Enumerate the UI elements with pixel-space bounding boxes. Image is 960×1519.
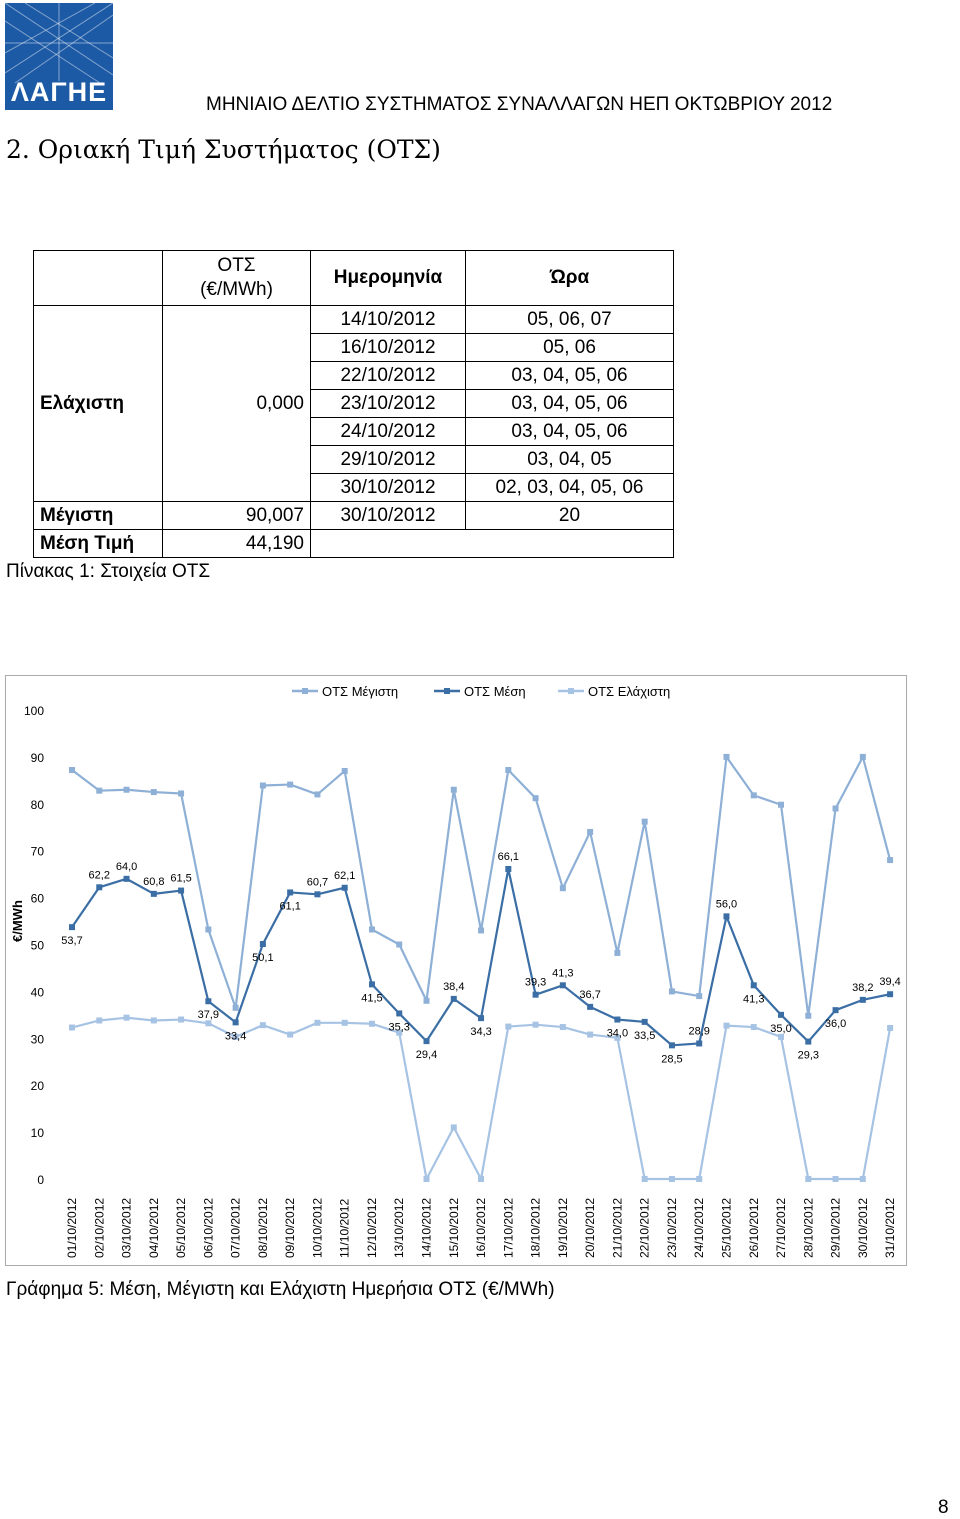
data-point — [833, 1007, 839, 1013]
table-caption: Πίνακας 1: Στοιχεία ΟΤΣ — [6, 561, 211, 582]
data-label: 34,0 — [606, 1027, 629, 1040]
data-label: 50,1 — [252, 952, 274, 965]
data-label: 61,5 — [170, 872, 192, 885]
data-point — [723, 913, 729, 919]
x-tick-label: 17/10/2012 — [501, 1197, 516, 1258]
table-row — [34, 502, 674, 530]
x-tick-label: 12/10/2012 — [364, 1197, 379, 1258]
data-point — [369, 926, 375, 932]
y-tick-label: 30 — [30, 1032, 44, 1047]
data-point — [287, 889, 293, 895]
min-date: 14/10/2012 — [311, 306, 466, 334]
data-point — [751, 792, 757, 798]
y-tick-label: 60 — [30, 891, 44, 906]
x-tick-label: 24/10/2012 — [692, 1197, 707, 1258]
table-row — [34, 306, 674, 334]
x-tick-label: 09/10/2012 — [283, 1197, 298, 1258]
x-tick-label: 28/10/2012 — [801, 1197, 816, 1258]
y-tick-label: 70 — [30, 844, 44, 859]
data-point — [478, 1015, 484, 1021]
data-point — [342, 768, 348, 774]
data-point — [751, 982, 757, 988]
table-header-row — [34, 251, 674, 306]
y-tick-label: 20 — [30, 1079, 44, 1094]
x-tick-label: 27/10/2012 — [774, 1197, 789, 1258]
legend-marker — [568, 688, 574, 694]
series-line — [72, 757, 890, 1016]
data-point — [560, 885, 566, 891]
data-label: 56,0 — [715, 898, 738, 911]
x-tick-label: 18/10/2012 — [528, 1197, 543, 1258]
data-point — [642, 1019, 648, 1025]
data-point — [205, 998, 211, 1004]
x-tick-label: 14/10/2012 — [419, 1197, 434, 1258]
laghe-logo — [5, 3, 113, 110]
min-date: 24/10/2012 — [311, 418, 466, 446]
y-tick-label: 10 — [30, 1126, 44, 1141]
series-line — [72, 1018, 890, 1179]
data-point — [723, 1023, 729, 1029]
data-point — [669, 1042, 675, 1048]
data-point — [178, 888, 184, 894]
data-point — [124, 787, 130, 793]
data-point — [69, 924, 75, 930]
y-tick-label: 50 — [30, 938, 44, 953]
data-label: 64,0 — [115, 860, 138, 873]
data-label: 37,9 — [197, 1009, 220, 1022]
data-point — [287, 1032, 293, 1038]
data-label: 60,8 — [143, 875, 165, 888]
data-point — [260, 941, 266, 947]
data-point — [69, 1025, 75, 1031]
x-tick-label: 04/10/2012 — [146, 1197, 161, 1258]
max-value: 90,007 — [163, 502, 311, 530]
data-point — [860, 754, 866, 760]
min-hours: 03, 04, 05 — [466, 446, 674, 474]
data-point — [887, 857, 893, 863]
x-tick-label: 08/10/2012 — [255, 1197, 270, 1258]
x-tick-label: 23/10/2012 — [664, 1197, 679, 1258]
data-label: 29,4 — [415, 1049, 438, 1062]
min-hours: 05, 06 — [466, 334, 674, 362]
x-tick-label: 26/10/2012 — [746, 1197, 761, 1258]
y-axis-label: €/MWh — [10, 900, 25, 942]
max-date: 30/10/2012 — [311, 502, 466, 530]
data-point — [860, 1176, 866, 1182]
data-point — [69, 767, 75, 773]
x-tick-label: 22/10/2012 — [637, 1197, 652, 1258]
data-label: 41,3 — [552, 967, 574, 980]
x-tick-label: 19/10/2012 — [555, 1197, 570, 1258]
x-tick-label: 20/10/2012 — [583, 1197, 598, 1258]
data-point — [424, 1038, 430, 1044]
avg-empty — [311, 530, 674, 558]
x-tick-label: 15/10/2012 — [446, 1197, 461, 1258]
table-header-empty — [34, 251, 163, 306]
report-header: ΜΗΝΙΑΙΟ ΔΕΛΤΙΟ ΣΥΣΤΗΜΑΤΟΣ ΣΥΝΑΛΛΑΓΩΝ ΗΕΠ ΟΚΤΩΒΡΙΟΥ 2012 — [206, 94, 833, 115]
x-tick-label: 16/10/2012 — [474, 1197, 489, 1258]
data-point — [424, 1176, 430, 1182]
data-point — [151, 789, 157, 795]
legend-label: ΟΤΣ Ελάχιστη — [588, 684, 671, 699]
data-point — [669, 988, 675, 994]
data-point — [505, 1024, 511, 1030]
data-point — [778, 802, 784, 808]
data-point — [696, 993, 702, 999]
data-label: 28,9 — [688, 1025, 710, 1038]
data-point — [887, 991, 893, 997]
y-tick-label: 100 — [23, 704, 44, 718]
data-point — [124, 1015, 130, 1021]
y-tick-label: 90 — [30, 750, 44, 765]
data-point — [587, 1032, 593, 1038]
table-header-ots: ΟΤΣ (€/MWh) — [163, 251, 311, 306]
table-row — [34, 530, 674, 558]
x-tick-label: 11/10/2012 — [337, 1198, 352, 1258]
data-point — [96, 884, 102, 890]
data-point — [805, 1176, 811, 1182]
page-number: 8 — [938, 1497, 949, 1518]
x-tick-label: 06/10/2012 — [201, 1197, 216, 1258]
data-label: 36,7 — [579, 988, 601, 1001]
data-point — [723, 754, 729, 760]
data-label: 35,3 — [388, 1021, 410, 1034]
x-tick-label: 10/10/2012 — [310, 1197, 325, 1258]
data-label: 53,7 — [61, 935, 83, 948]
data-point — [696, 1176, 702, 1182]
data-point — [124, 876, 130, 882]
data-point — [205, 926, 211, 932]
data-point — [451, 787, 457, 793]
data-label: 62,1 — [333, 869, 356, 882]
data-point — [314, 891, 320, 897]
min-hours: 03, 04, 05, 06 — [466, 362, 674, 390]
data-label: 38,4 — [443, 980, 465, 993]
data-point — [96, 788, 102, 794]
table-header-date: Ημερομηνία — [311, 251, 466, 306]
x-tick-label: 13/10/2012 — [392, 1197, 407, 1258]
min-date: 29/10/2012 — [311, 446, 466, 474]
data-point — [314, 1020, 320, 1026]
y-tick-label: 80 — [30, 797, 44, 812]
legend-label: ΟΤΣ Μέση — [464, 684, 526, 699]
data-point — [805, 1039, 811, 1045]
min-hours: 05, 06, 07 — [466, 306, 674, 334]
data-point — [887, 1025, 893, 1031]
data-label: 61,1 — [279, 900, 301, 913]
data-point — [287, 782, 293, 788]
y-tick-label: 40 — [30, 985, 44, 1000]
data-label: 33,5 — [633, 1029, 656, 1042]
table-header-hour: Ώρα — [466, 251, 674, 306]
min-hours: 03, 04, 05, 06 — [466, 418, 674, 446]
data-point — [614, 1017, 620, 1023]
data-point — [478, 1176, 484, 1182]
section-title: 2. Οριακή Τιμή Συστήματος (ΟΤΣ) — [6, 135, 441, 164]
data-point — [642, 1176, 648, 1182]
legend-marker — [302, 688, 308, 694]
data-label: 41,3 — [743, 993, 765, 1006]
data-label: 39,4 — [879, 976, 901, 989]
data-point — [233, 1005, 239, 1011]
avg-label: Μέση Τιμή — [34, 530, 163, 558]
min-date: 30/10/2012 — [311, 474, 466, 502]
data-label: 60,7 — [306, 876, 329, 889]
min-hours: 02, 03, 04, 05, 06 — [466, 474, 674, 502]
data-point — [614, 950, 620, 956]
min-value: 0,000 — [163, 306, 311, 502]
legend-label: ΟΤΣ Μέγιστη — [322, 684, 399, 699]
chart-caption: Γράφημα 5: Μέση, Μέγιστη και Ελάχιστη Ημερήσια ΟΤΣ (€/MWh) — [6, 1279, 555, 1300]
data-point — [260, 1022, 266, 1028]
data-label: 66,1 — [497, 850, 520, 863]
data-label: 39,3 — [524, 976, 547, 989]
data-label: 33,4 — [224, 1030, 247, 1043]
data-point — [478, 927, 484, 933]
data-point — [342, 885, 348, 891]
data-point — [669, 1176, 675, 1182]
y-tick-label: 0 — [37, 1173, 44, 1187]
data-point — [533, 1022, 539, 1028]
data-point — [396, 1010, 402, 1016]
x-tick-label: 02/10/2012 — [92, 1197, 107, 1258]
data-label: 34,3 — [470, 1026, 492, 1039]
min-label: Ελάχιστη — [34, 306, 163, 502]
ots-chart-svg — [6, 676, 906, 1265]
logo-text: ΛΑΓΗΕ — [10, 77, 108, 107]
data-label: 38,2 — [852, 981, 874, 994]
data-point — [178, 1017, 184, 1023]
data-point — [805, 1013, 811, 1019]
data-label: 62,2 — [88, 869, 110, 882]
data-point — [642, 819, 648, 825]
data-point — [451, 1124, 457, 1130]
x-tick-label: 31/10/2012 — [883, 1197, 898, 1258]
data-point — [560, 982, 566, 988]
data-point — [369, 981, 375, 987]
data-point — [342, 1020, 348, 1026]
data-point — [587, 1004, 593, 1010]
data-point — [560, 1024, 566, 1030]
min-date: 22/10/2012 — [311, 362, 466, 390]
data-point — [860, 997, 866, 1003]
data-point — [151, 1017, 157, 1023]
data-label: 28,5 — [661, 1053, 683, 1066]
data-point — [178, 790, 184, 796]
data-point — [396, 942, 402, 948]
avg-value: 44,190 — [163, 530, 311, 558]
ots-table — [33, 250, 674, 558]
x-tick-label: 01/10/2012 — [65, 1197, 79, 1258]
data-point — [233, 1019, 239, 1025]
min-date: 16/10/2012 — [311, 334, 466, 362]
data-label: 35,0 — [770, 1022, 792, 1035]
data-point — [587, 829, 593, 835]
x-tick-label: 03/10/2012 — [119, 1197, 134, 1258]
data-point — [451, 996, 457, 1002]
x-tick-label: 21/10/2012 — [610, 1197, 625, 1258]
data-point — [151, 891, 157, 897]
data-point — [260, 783, 266, 789]
legend-marker — [444, 688, 450, 694]
data-point — [369, 1021, 375, 1027]
data-label: 29,3 — [797, 1049, 820, 1062]
data-point — [833, 1176, 839, 1182]
x-tick-label: 05/10/2012 — [174, 1197, 189, 1258]
x-tick-label: 07/10/2012 — [228, 1197, 243, 1258]
data-point — [778, 1012, 784, 1018]
data-label: 36,0 — [824, 1018, 847, 1031]
data-point — [833, 805, 839, 811]
x-tick-label: 29/10/2012 — [828, 1197, 843, 1258]
data-point — [505, 866, 511, 872]
data-label: 41,5 — [361, 992, 383, 1005]
data-point — [314, 791, 320, 797]
data-point — [533, 992, 539, 998]
data-point — [505, 767, 511, 773]
max-hour: 20 — [466, 502, 674, 530]
min-date: 23/10/2012 — [311, 390, 466, 418]
data-point — [696, 1040, 702, 1046]
data-point — [424, 998, 430, 1004]
data-point — [533, 795, 539, 801]
data-point — [96, 1017, 102, 1023]
x-tick-label: 30/10/2012 — [855, 1197, 870, 1258]
min-hours: 03, 04, 05, 06 — [466, 390, 674, 418]
max-label: Μέγιστη — [34, 502, 163, 530]
ots-chart — [5, 675, 907, 1266]
x-tick-label: 25/10/2012 — [719, 1197, 734, 1258]
data-point — [751, 1024, 757, 1030]
